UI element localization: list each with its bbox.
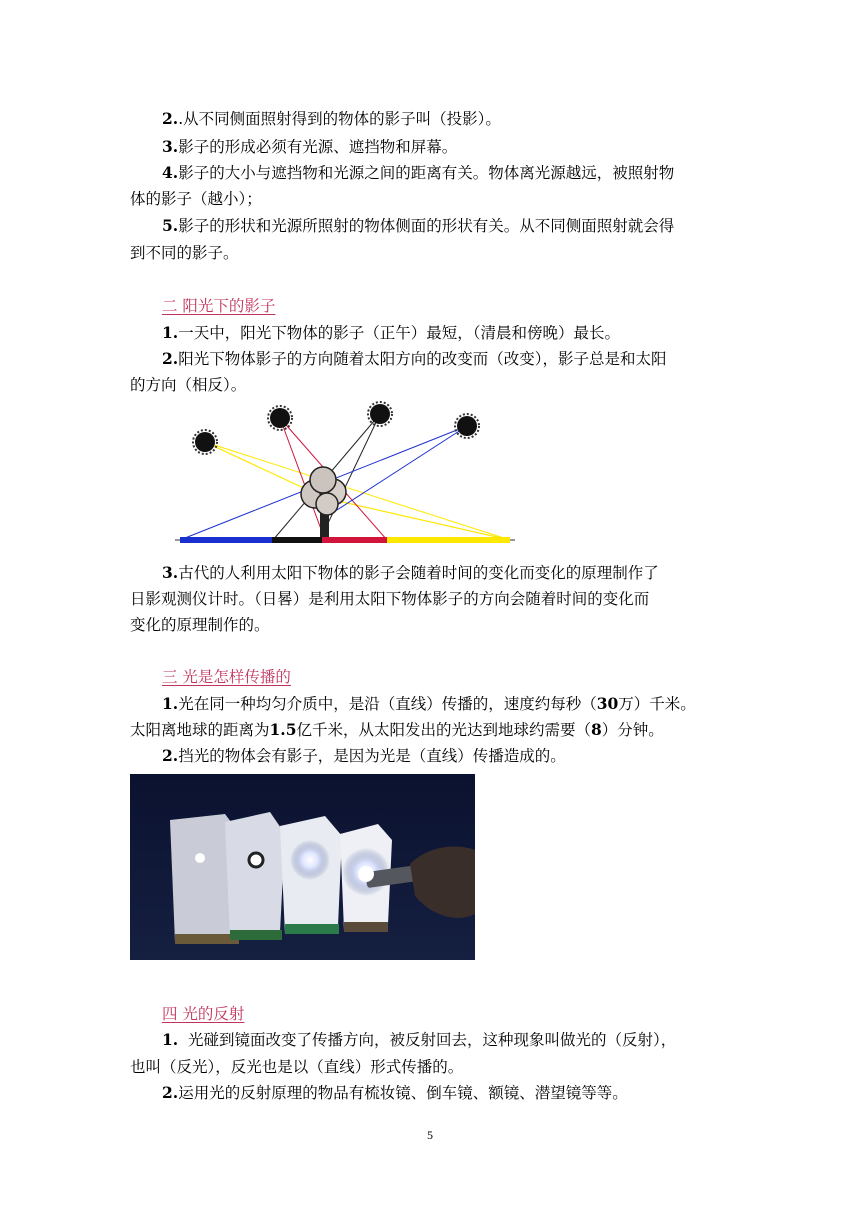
ray-line xyxy=(337,426,467,510)
paragraph-1-2: 2..从不同侧面照射得到的物体的影子叫（投影）。 xyxy=(162,109,501,128)
sun-icon xyxy=(268,406,292,430)
light-spot xyxy=(195,853,205,863)
paragraph-1-4: 4.影子的大小与遮挡物和光源之间的距离有关。物体离光源越远，被照射物 xyxy=(162,163,675,182)
card-base xyxy=(344,922,388,932)
light-spot xyxy=(249,853,263,867)
shadow-black xyxy=(272,537,322,543)
paragraph-4-1: 1. 光碰到镜面改变了传播方向，被反射回去，这种现象叫做光的（反射）， xyxy=(162,1030,677,1049)
sun-icon xyxy=(368,402,392,426)
shadow-red xyxy=(322,537,387,543)
paragraph-2-2-cont: 的方向（相反）。 xyxy=(130,376,247,394)
paragraph-1-4-cont: 体的影子（越小）； xyxy=(130,190,262,208)
page-number: 5 xyxy=(427,1128,433,1142)
paragraph-2-3-cont1: 日影观测仪计时。（日晷）是利用太阳下物体影子的方向会随着时间的变化而 xyxy=(130,590,650,608)
paragraph-2-1: 1.一天中，阳光下物体的影子（正午）最短，（清晨和傍晚）最长。 xyxy=(162,323,620,342)
light-spot xyxy=(290,840,330,880)
paragraph-1-3: 3.影子的形成必须有光源、遮挡物和屏幕。 xyxy=(162,137,458,156)
card-base xyxy=(285,924,339,934)
ray-line xyxy=(205,442,510,540)
paragraph-4-1-cont: 也叫（反光），反光也是以（直线）形式传播的。 xyxy=(130,1058,464,1076)
section-heading-2: 二 阳光下的影子 xyxy=(162,297,276,315)
paragraph-4-2: 2.运用光的反射原理的物品有梳妆镜、倒车镜、额镜、潜望镜等等。 xyxy=(162,1083,628,1102)
card-shape xyxy=(225,812,285,939)
paragraph-2-3: 3.古代的人利用太阳下物体的影子会随着时间的变化而变化的原理制作了 xyxy=(162,563,659,582)
card-base xyxy=(230,930,282,940)
shadow-yellow xyxy=(387,537,510,543)
paragraph-2-3-cont2: 变化的原理制作的。 xyxy=(130,616,270,634)
card-base xyxy=(175,934,239,944)
sun-icon xyxy=(455,414,479,438)
ray-line xyxy=(325,498,510,540)
paragraph-3-2: 2.挡光的物体会有影子，是因为光是（直线）传播造成的。 xyxy=(162,746,566,765)
sun-icon xyxy=(193,430,217,454)
paragraph-2-2: 2.阳光下物体影子的方向随着太阳方向的改变而（改变），影子总是和太阳 xyxy=(162,349,667,368)
paragraph-3-1-cont: 太阳离地球的距离为1.5亿千米，从太阳发出的光达到地球约需要（8）分钟。 xyxy=(130,720,664,739)
paragraph-1-5: 5.影子的形状和光源所照射的物体侧面的形状有关。从不同侧面照射就会得 xyxy=(162,216,675,235)
paragraph-3-1: 1.光在同一种均匀介质中，是沿（直线）传播的，速度约每秒（30万）千米。 xyxy=(162,694,696,713)
shadow-blue xyxy=(180,537,272,543)
paragraph-1-5-cont: 到不同的影子。 xyxy=(130,244,239,262)
flashlight-cards-photo xyxy=(130,774,475,960)
shadow-diagram xyxy=(165,398,525,550)
section-heading-3: 三 光是怎样传播的 xyxy=(162,668,291,686)
tree-icon xyxy=(301,467,346,540)
section-heading-4: 四 光的反射 xyxy=(162,1005,245,1023)
